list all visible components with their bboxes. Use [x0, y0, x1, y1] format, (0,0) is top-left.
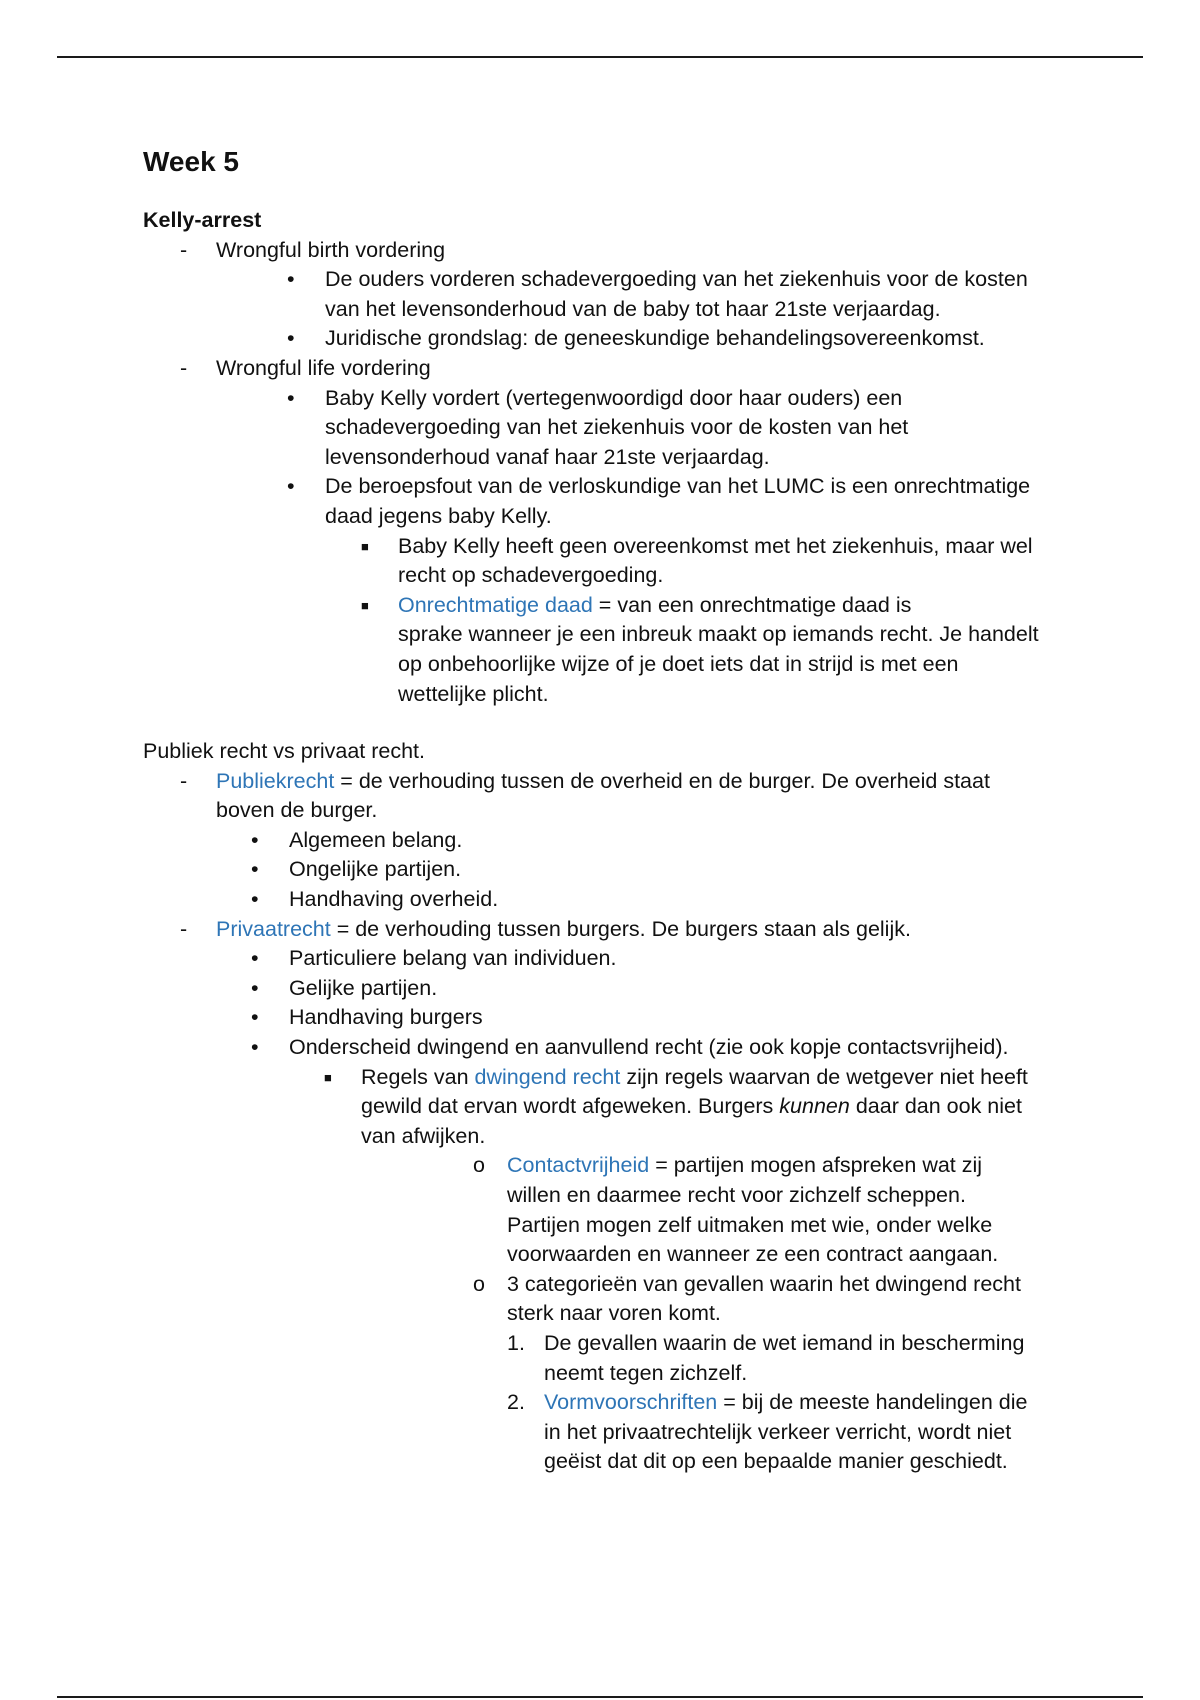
bullet: • [251, 946, 259, 971]
dash-bullet: - [180, 237, 188, 262]
list-item-life-2 [143, 472, 1073, 531]
square-bullet: ■ [361, 597, 369, 613]
term-privaatrecht: Privaatrecht [216, 916, 331, 941]
text-line: Particuliere belang van individuen. [289, 946, 617, 971]
text-line: Onderscheid dwingend en aanvullend recht (zie ook kopje contactsvrijheid). [289, 1035, 1009, 1060]
bullet: • [251, 887, 259, 912]
wrongful-birth-label: Wrongful birth vordering [216, 237, 446, 262]
circle-bullet: o [473, 1271, 485, 1296]
document-body [143, 138, 1073, 1477]
text-line: sprake wanneer je een inbreuk maakt op iemands recht. Je handelt [398, 622, 1039, 647]
emphasis: kunnen [779, 1094, 850, 1119]
bullet: • [251, 827, 259, 852]
list-item-publiek-3 [143, 885, 1073, 915]
text-line: wettelijke plicht. [398, 681, 549, 706]
text-line: Handhaving overheid. [289, 887, 499, 912]
list-item-privaat-1 [143, 944, 1073, 974]
text-line: levensonderhoud vanaf haar 21ste verjaardag. [325, 444, 770, 469]
text-line: boven de burger. [216, 798, 378, 823]
footer-rule [57, 1696, 1143, 1698]
text-line: willen en daarmee recht voor zichzelf scheppen. [507, 1183, 966, 1207]
bullet: • [287, 474, 295, 499]
term-publiekrecht: Publiekrecht [216, 768, 335, 793]
term-contactvrijheid: Contactvrijheid [507, 1153, 650, 1178]
text-line: op onbehoorlijke wijze of je doet iets dat in strijd is met een [398, 651, 959, 676]
term-onrechtmatige-daad: Onrechtmatige daad [398, 592, 593, 617]
list-item-publiek-1 [143, 826, 1073, 856]
list-item-dwingend-recht [143, 1063, 1073, 1152]
text-fragment: zijn regels waarvan de wetgever niet heeft [620, 1064, 1028, 1089]
list-item-privaat-2 [143, 974, 1073, 1004]
text-line [361, 1063, 1073, 1093]
list-item-privaat-3 [143, 1003, 1073, 1033]
bullet: • [251, 975, 259, 1000]
text-fragment: = de verhouding tussen de overheid en de burger. De overheid staat [334, 768, 990, 793]
number-marker: 1. [507, 1330, 525, 1355]
dash-bullet: - [180, 768, 188, 793]
text-fragment: daar dan ook niet [849, 1094, 1022, 1119]
numbered-item-2 [143, 1388, 1073, 1477]
text-line: 3 categorieën van gevallen waarin het dwingend recht [507, 1271, 1021, 1296]
text-line [398, 591, 1073, 621]
square-bullet: ■ [324, 1069, 332, 1085]
recht-heading: Publiek recht vs privaat recht. [143, 739, 426, 764]
text-line: recht op schadevergoeding. [398, 563, 664, 588]
text-line: neemt tegen zichzelf. [544, 1360, 748, 1385]
list-item-birth-1 [143, 265, 1073, 324]
circle-bullet: o [473, 1153, 485, 1178]
list-item-wrongful-birth [143, 236, 1073, 266]
text-fragment: = bij de meeste handelingen die [717, 1390, 1028, 1415]
spacer [143, 709, 1073, 737]
text-line: De ouders vorderen schadevergoeding van het ziekenhuis voor de kosten [325, 267, 1028, 292]
text-line: De gevallen waarin de wet iemand in bescherming [544, 1330, 1025, 1355]
dash-bullet: - [180, 916, 188, 941]
page-title: Week 5 [143, 146, 239, 177]
text-line [507, 1151, 1073, 1181]
list-item-publiek-2 [143, 855, 1073, 885]
list-item-wrongful-life [143, 354, 1073, 384]
bullet: • [251, 1005, 259, 1030]
text-line: Juridische grondslag: de geneeskundige behandelingsovereenkomst. [325, 326, 985, 351]
bullet: • [287, 326, 295, 351]
text-line: daad jegens baby Kelly. [325, 503, 552, 528]
text-line: van het levensonderhoud van de baby tot haar 21ste verjaardag. [325, 296, 941, 321]
text-line: Partijen mogen zelf uitmaken met wie, onder welke [507, 1212, 993, 1237]
list-item-life-sub-2 [143, 591, 1073, 709]
text-line [216, 915, 1073, 945]
list-item-privaatrecht [143, 915, 1073, 945]
text-line [216, 767, 1073, 797]
text-line: schadevergoeding van het ziekenhuis voor de kosten van het [325, 415, 909, 440]
kelly-heading: Kelly-arrest [143, 208, 262, 232]
text-line: geëist dat dit op een bepaalde manier geschiedt. [544, 1449, 1008, 1474]
text-line: voorwaarden en wanneer ze een contract aangaan. [507, 1242, 999, 1267]
dash-bullet: - [180, 355, 188, 380]
text-line [544, 1388, 1073, 1418]
text-line: in het privaatrechtelijk verkeer verricht, wordt niet [544, 1419, 1012, 1444]
text-fragment: Regels van [361, 1064, 475, 1089]
text-line: Ongelijke partijen. [289, 857, 462, 882]
text-line: Handhaving burgers [289, 1005, 483, 1030]
text-line: Gelijke partijen. [289, 975, 438, 1000]
square-bullet: ■ [361, 538, 369, 554]
term-dwingend-recht: dwingend recht [474, 1064, 621, 1089]
number-marker: 2. [507, 1390, 525, 1415]
text-fragment: = de verhouding tussen burgers. De burgers staan als gelijk. [330, 916, 911, 941]
wrongful-life-label: Wrongful life vordering [216, 355, 431, 380]
text-line: Algemeen belang. [289, 827, 463, 852]
text-line: De beroepsfout van de verloskundige van het LUMC is een onrechtmatige [325, 474, 1031, 499]
list-item-privaat-4 [143, 1033, 1073, 1063]
list-item-categorieen [143, 1270, 1073, 1329]
list-item-life-1 [143, 384, 1073, 473]
list-item-contactvrijheid [143, 1151, 1073, 1269]
numbered-item-1 [143, 1329, 1073, 1388]
bullet: • [251, 857, 259, 882]
text-line: van afwijken. [361, 1123, 486, 1148]
header-rule [57, 56, 1143, 58]
bullet: • [287, 385, 295, 410]
bullet: • [287, 267, 295, 292]
list-item-publiekrecht [143, 767, 1073, 826]
bullet: • [251, 1035, 259, 1060]
list-item-birth-2 [143, 324, 1073, 354]
term-vormvoorschriften: Vormvoorschriften [544, 1390, 718, 1415]
text-line: sterk naar voren komt. [507, 1301, 721, 1326]
text-fragment: = partijen mogen afspreken wat zij [649, 1153, 983, 1178]
text-line [361, 1092, 1073, 1122]
text-line: Baby Kelly heeft geen overeenkomst met het ziekenhuis, maar wel [398, 533, 1033, 558]
text-fragment: gewild dat ervan wordt afgeweken. Burgers [361, 1094, 780, 1119]
list-item-life-sub-1 [143, 532, 1073, 591]
text-fragment: = van een onrechtmatige daad is [592, 592, 912, 617]
text-line: Baby Kelly vordert (vertegenwoordigd door haar ouders) een [325, 385, 903, 410]
